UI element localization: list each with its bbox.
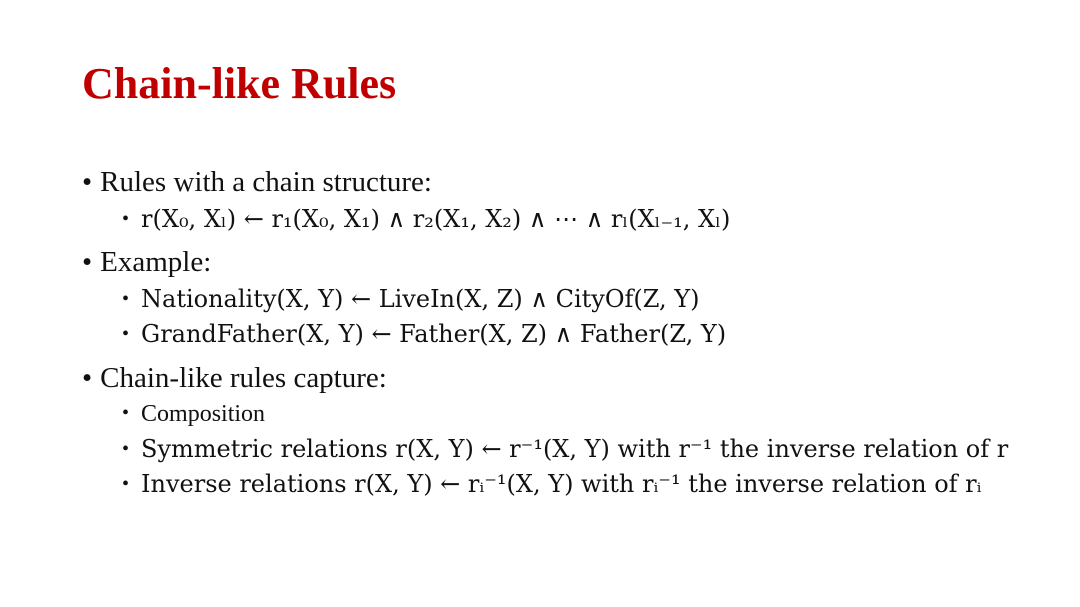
bullet-capture — [82, 364, 387, 393]
bullet-dot: • — [122, 402, 130, 424]
bullet-dot: • — [82, 246, 93, 278]
bullet-dot: • — [122, 473, 130, 495]
capture-item — [122, 402, 265, 426]
example-item — [122, 287, 699, 312]
capture-label: Chain-like rules capture: — [100, 362, 387, 394]
bullet-dot: • — [122, 288, 130, 310]
bullet-chain — [82, 168, 432, 197]
bullet-dot: • — [122, 438, 130, 460]
capture-item — [122, 472, 981, 497]
capture-item — [122, 437, 1008, 462]
bullet-dot: • — [82, 362, 93, 394]
bullet-dot: • — [122, 208, 130, 230]
capture-composition: Composition — [141, 401, 266, 427]
chain-formula: r(X₀, Xₗ) ← r₁(X₀, X₁) ∧ r₂(X₁, X₂) ∧ ⋯ ∧ rₗ(Xₗ₋₁, Xₗ) — [141, 205, 731, 233]
capture-inverse: Inverse relations r(X, Y) ← rᵢ⁻¹(X, Y) with rᵢ⁻¹ the inverse relation of rᵢ — [141, 470, 982, 498]
example-grandfather: GrandFather(X, Y) ← Father(X, Z) ∧ Father(Z, Y) — [141, 320, 727, 348]
example-label: Example: — [100, 246, 212, 278]
example-item — [122, 322, 726, 347]
page-title: Chain-like Rules — [82, 59, 397, 108]
bullet-dot: • — [82, 166, 93, 198]
chain-label: Rules with a chain structure: — [100, 166, 432, 198]
bullet-example — [82, 248, 211, 277]
example-nationality: Nationality(X, Y) ← LiveIn(X, Z) ∧ CityOf(Z, Y) — [141, 285, 700, 313]
bullet-dot: • — [122, 323, 130, 345]
capture-symmetric: Symmetric relations r(X, Y) ← r⁻¹(X, Y) with r⁻¹ the inverse relation of r — [141, 435, 1009, 463]
chain-formula-item — [122, 207, 730, 232]
